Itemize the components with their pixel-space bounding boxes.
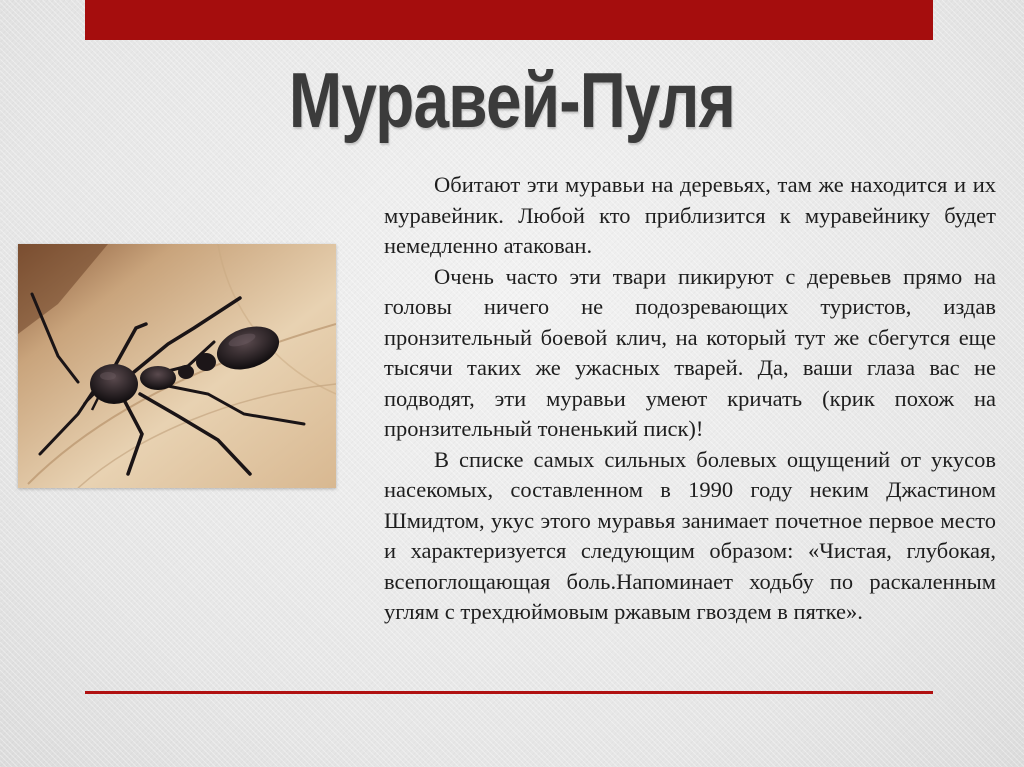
- paragraph-pain-index: В списке самых сильных болевых ощущений от укусов насекомых, составленном в 1990 году неким Джастином Шмидтом, укус этого муравья занимает почетное первое место и характеризуется следующим образом: «Чистая, глубокая, всепоглощающая боль.Напоминает ходьбу по раскаленным углям с трехдюймовым ржавым гвоздем в пятке».: [384, 446, 996, 624]
- slide-title: Муравей-Пуля: [288, 56, 736, 144]
- bottom-divider: [85, 691, 933, 694]
- description-text: [384, 170, 996, 628]
- paragraph-habitat: Обитают эти муравьи на деревьях, там же находится и их муравейник. Любой кто приблизится к муравейнику будет немедленно атакован.: [384, 172, 996, 258]
- top-accent-bar: [85, 0, 933, 40]
- paragraph-behavior: Очень часто эти твари пикируют с деревьев прямо на головы ничего не подозревающих туристов, издав пронзительный боевой клич, на который тут же сбегутся еще тысячи таких же ужасных тварей. Да, ваши глаза вас не подводят, эти муравьи умеют кричать (крик похож на пронзительный тоненький писк)!: [384, 263, 996, 441]
- bullet-ant-photo: [18, 244, 336, 488]
